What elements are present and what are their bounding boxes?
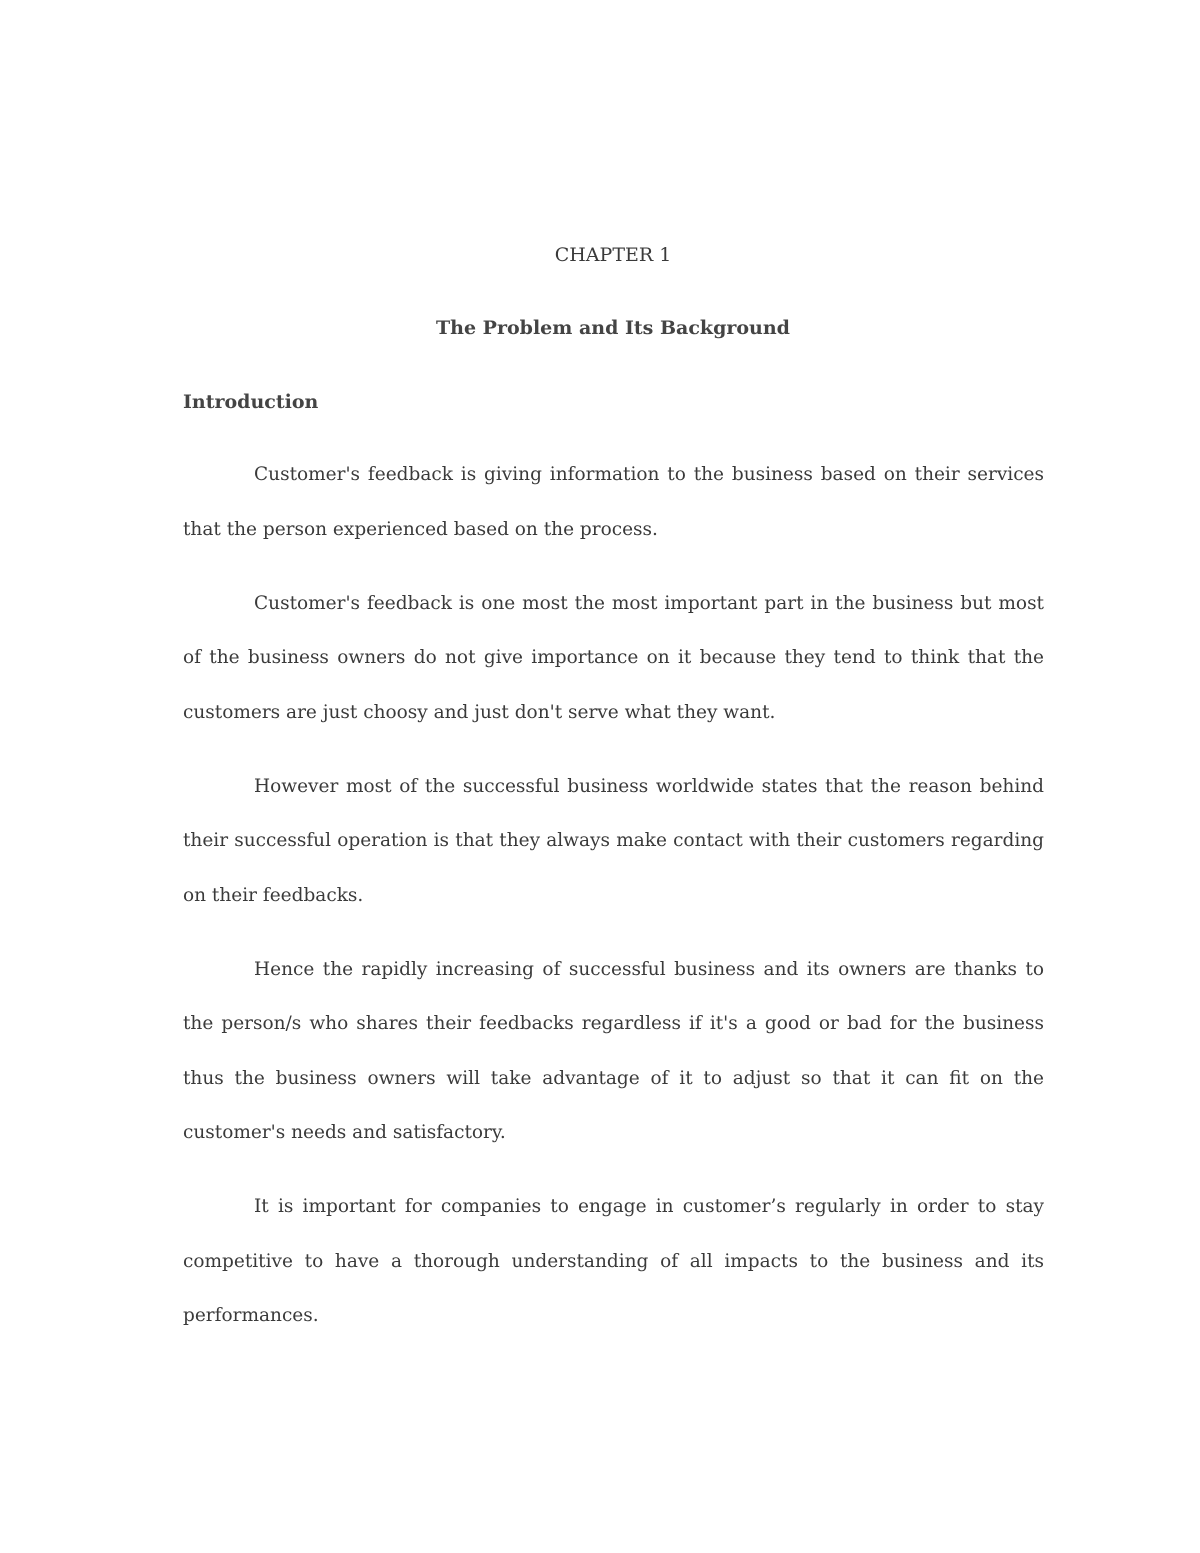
chapter-label: CHAPTER 1 bbox=[554, 244, 672, 266]
body-text bbox=[183, 448, 1044, 1363]
chapter-title: The Problem and Its Background bbox=[436, 317, 790, 339]
paragraph-4: Hence the rapidly increasing of successful business and its owners are thanks to the person/s who shares their feedbacks regardless if it's a good or bad for the business thus the business owners will take advantage of it to adjust so that it can fit on the customer's needs and satisfactory. bbox=[183, 958, 1044, 1143]
paragraph-1: Customer's feedback is giving information to the business based on their services that the person experienced based on the process. bbox=[183, 464, 1044, 540]
paragraph-2: Customer's feedback is one most the most important part in the business but most of the business owners do not give importance on it because they tend to think that the customers are just choosy and just don't serve what they want. bbox=[183, 592, 1044, 723]
section-heading: Introduction bbox=[183, 391, 319, 413]
paragraph-5: It is important for companies to engage in customer’s regularly in order to stay competitive to have a thorough understanding of all impacts to the business and its performances. bbox=[183, 1196, 1044, 1326]
paragraph-3: However most of the successful business worldwide states that the reason behind their successful operation is that they always make contact with their customers regarding on their feedbacks. bbox=[183, 775, 1044, 906]
